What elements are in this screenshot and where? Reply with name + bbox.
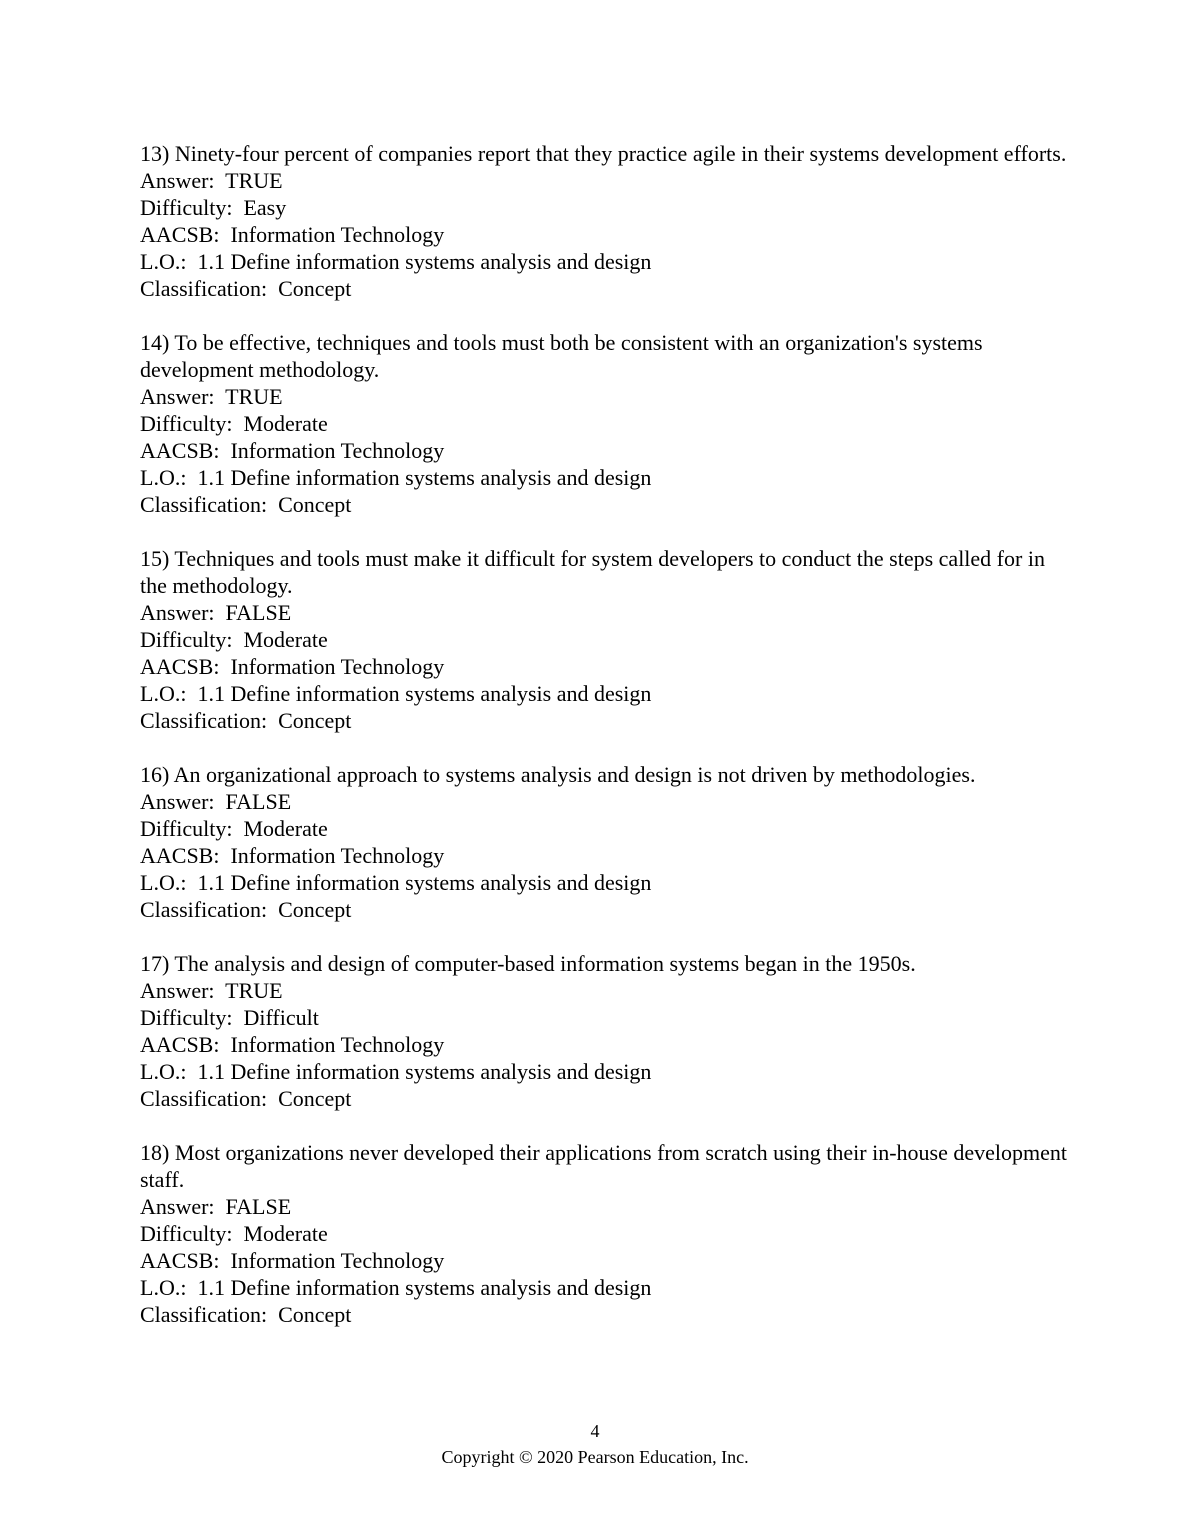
question-item xyxy=(140,329,1070,518)
learning-objective-line: L.O.: 1.1 Define information systems analysis and design xyxy=(140,1275,652,1300)
question-text: 14) To be effective, techniques and tools must both be consistent with an organization's systems development methodology. xyxy=(140,330,983,382)
answer-line: Answer: FALSE xyxy=(140,789,292,814)
answer-line: Answer: FALSE xyxy=(140,1194,292,1219)
page-number: 4 xyxy=(590,1421,600,1441)
classification-line: Classification: Concept xyxy=(140,492,352,517)
learning-objective-line: L.O.: 1.1 Define information systems analysis and design xyxy=(140,681,652,706)
learning-objective-line: L.O.: 1.1 Define information systems analysis and design xyxy=(140,1059,652,1084)
aacsb-line: AACSB: Information Technology xyxy=(140,222,445,247)
answer-line: Answer: FALSE xyxy=(140,600,292,625)
copyright-notice: Copyright © 2020 Pearson Education, Inc. xyxy=(441,1447,749,1467)
question-list xyxy=(140,140,1070,1355)
question-text: 16) An organizational approach to systems analysis and design is not driven by methodologies. xyxy=(140,762,976,787)
difficulty-line: Difficulty: Moderate xyxy=(140,627,328,652)
learning-objective-line: L.O.: 1.1 Define information systems analysis and design xyxy=(140,870,652,895)
aacsb-line: AACSB: Information Technology xyxy=(140,843,445,868)
question-text: 13) Ninety-four percent of companies report that they practice agile in their systems development efforts. xyxy=(140,141,1067,166)
answer-line: Answer: TRUE xyxy=(140,168,283,193)
answer-line: Answer: TRUE xyxy=(140,978,283,1003)
difficulty-line: Difficulty: Easy xyxy=(140,195,287,220)
learning-objective-line: L.O.: 1.1 Define information systems analysis and design xyxy=(140,249,652,274)
aacsb-line: AACSB: Information Technology xyxy=(140,654,445,679)
difficulty-line: Difficulty: Difficult xyxy=(140,1005,319,1030)
question-item xyxy=(140,761,1070,923)
difficulty-line: Difficulty: Moderate xyxy=(140,816,328,841)
classification-line: Classification: Concept xyxy=(140,897,352,922)
learning-objective-line: L.O.: 1.1 Define information systems analysis and design xyxy=(140,465,652,490)
question-text: 17) The analysis and design of computer-based information systems began in the 1950s. xyxy=(140,951,916,976)
classification-line: Classification: Concept xyxy=(140,276,352,301)
difficulty-line: Difficulty: Moderate xyxy=(140,1221,328,1246)
difficulty-line: Difficulty: Moderate xyxy=(140,411,328,436)
answer-line: Answer: TRUE xyxy=(140,384,283,409)
classification-line: Classification: Concept xyxy=(140,1302,352,1327)
classification-line: Classification: Concept xyxy=(140,1086,352,1111)
question-item xyxy=(140,950,1070,1112)
aacsb-line: AACSB: Information Technology xyxy=(140,1032,445,1057)
question-item xyxy=(140,140,1070,302)
question-item xyxy=(140,545,1070,734)
aacsb-line: AACSB: Information Technology xyxy=(140,1248,445,1273)
question-text: 18) Most organizations never developed their applications from scratch using their in-house development staff. xyxy=(140,1140,1068,1192)
aacsb-line: AACSB: Information Technology xyxy=(140,438,445,463)
question-text: 15) Techniques and tools must make it difficult for system developers to conduct the steps called for in the methodology. xyxy=(140,546,1045,598)
question-item xyxy=(140,1139,1070,1328)
classification-line: Classification: Concept xyxy=(140,708,352,733)
